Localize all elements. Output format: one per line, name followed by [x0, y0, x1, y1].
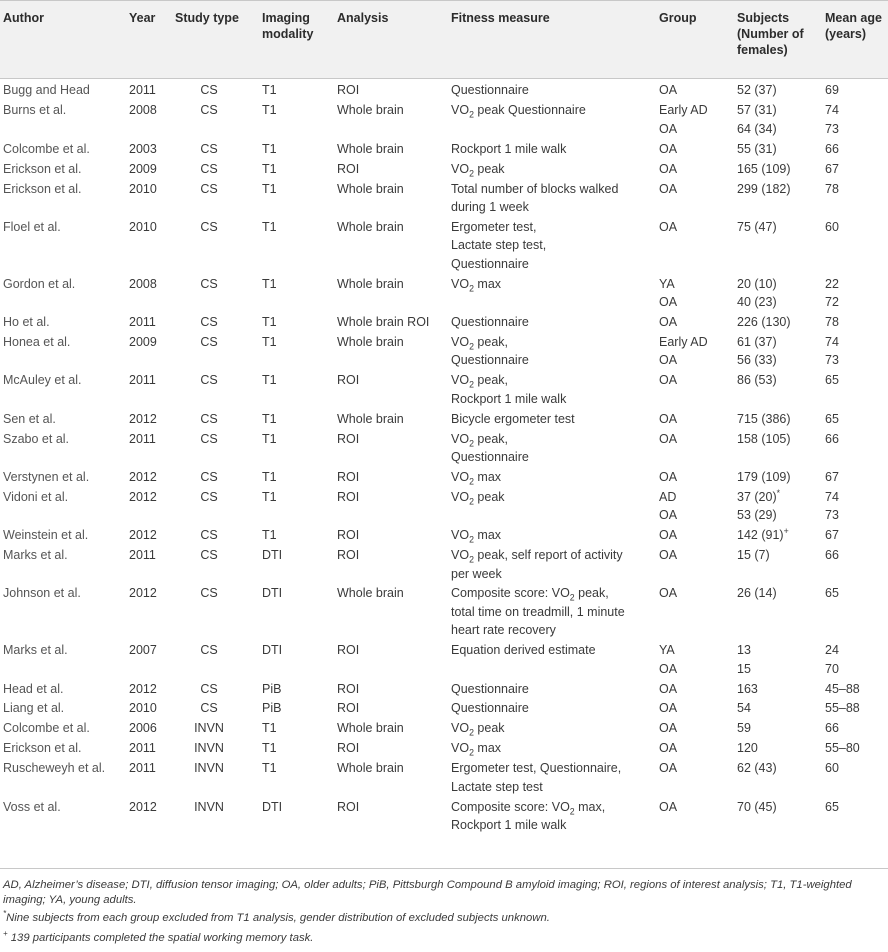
cell-subjects: 64 (34)	[737, 121, 777, 136]
cell-group: YA	[659, 276, 675, 291]
cell-imaging-modality: T1	[262, 103, 277, 118]
cell-mean-age: 24	[825, 643, 839, 658]
cell-group: Early AD	[659, 103, 708, 118]
cell-mean-age: 55–88	[825, 701, 860, 716]
cell-imaging-modality: T1	[262, 276, 277, 291]
cell-mean-age: 70	[825, 661, 839, 676]
cell-author: Voss et al.	[3, 799, 61, 814]
cell-fitness-measure: $VO_2$ peak	[451, 161, 505, 179]
cell-group: OA	[659, 469, 678, 484]
header-author: Author	[3, 11, 44, 25]
cell-imaging-modality: T1	[262, 219, 277, 234]
cell-fitness-measure: Composite score: $VO_2$ peak,	[451, 586, 609, 603]
cell-subjects: 57 (31)	[737, 103, 777, 118]
cell-group: OA	[659, 295, 678, 310]
cell-study-type: CS	[200, 431, 218, 446]
cell-author: Sen et al.	[3, 411, 56, 426]
cell-year: 2012	[129, 411, 157, 426]
cell-fitness-measure: Lactate step test	[451, 779, 543, 794]
cell-fitness-measure: Questionnaire	[451, 353, 529, 368]
cell-fitness-measure: Questionnaire	[451, 83, 529, 98]
cell-mean-age: 66	[825, 721, 839, 736]
header-analysis: Analysis	[337, 11, 389, 25]
cell-analysis: ROI	[337, 489, 360, 504]
cell-mean-age: 78	[825, 314, 839, 329]
cell-study-type: CS	[200, 373, 218, 388]
cell-group: AD	[659, 489, 677, 504]
asterisk-mark: *	[3, 909, 7, 919]
footnote-asterisk-text: Nine subjects from each group excluded from T1 analysis, gender distribution of excluded subjects unknown.	[6, 912, 550, 924]
cell-year: 2012	[129, 489, 157, 504]
cell-fitness-measure: $VO_2$ max	[451, 528, 502, 545]
cell-analysis: ROI	[337, 643, 360, 658]
cell-fitness-measure: $VO_2$ peak,	[451, 431, 508, 449]
cell-study-type: CS	[200, 469, 218, 484]
header-fitness-measure: Fitness measure	[451, 11, 550, 25]
cell-group: OA	[659, 219, 678, 234]
cell-study-type: CS	[200, 103, 218, 118]
cell-mean-age: 72	[825, 295, 839, 310]
cell-fitness-measure: Rockport 1 mile walk	[451, 818, 567, 833]
cell-subjects: 54	[737, 701, 751, 716]
cell-fitness-measure: Ergometer test,	[451, 219, 537, 234]
cell-mean-age: 73	[825, 121, 839, 136]
cell-author: Johnson et al.	[3, 586, 81, 601]
cell-study-type: INVN	[194, 761, 224, 776]
cell-mean-age: 67	[825, 469, 839, 484]
cell-fitness-measure: Questionnaire	[451, 701, 529, 716]
cell-group: OA	[659, 141, 678, 156]
cell-group: OA	[659, 314, 678, 329]
cell-mean-age: 22	[825, 276, 839, 291]
cell-author: Ho et al.	[3, 314, 50, 329]
cell-analysis: ROI	[337, 431, 360, 446]
cell-fitness-measure: Lactate step test,	[451, 238, 547, 253]
cell-study-type: INVN	[194, 799, 224, 814]
footnote-abbreviations: AD, Alzheimer’s disease; DTI, diffusion tensor imaging; OA, older adults; PiB, Pittsburgh Compound B amyloid imaging; ROI, regions of interest analysis; T1, T1-weighted imaging; YA, young adults.	[3, 879, 852, 906]
cell-group: OA	[659, 353, 678, 368]
cell-author: Liang et al.	[3, 701, 65, 716]
header-group: Group	[659, 11, 697, 25]
header-study-type: Study type	[175, 11, 239, 25]
cell-subjects: 715 (386)	[737, 411, 791, 426]
cell-mean-age: 45–88	[825, 681, 860, 696]
cell-group: OA	[659, 431, 678, 446]
cell-fitness-measure: Rockport 1 mile walk	[451, 141, 567, 156]
cell-subjects: 299 (182)	[737, 181, 791, 196]
cell-analysis: Whole brain	[337, 761, 404, 776]
cell-subjects: 75 (47)	[737, 219, 777, 234]
cell-subjects: 62 (43)	[737, 761, 777, 776]
cell-author: Verstynen et al.	[3, 469, 90, 484]
cell-study-type: CS	[200, 489, 218, 504]
cell-subjects: 86 (53)	[737, 373, 777, 388]
cell-fitness-measure: $VO_2$ peak,	[451, 373, 508, 390]
cell-subjects: 15 (7)	[737, 548, 770, 563]
cell-mean-age: 73	[825, 508, 839, 523]
cell-mean-age: 55–80	[825, 741, 860, 756]
cell-group: OA	[659, 701, 678, 716]
cell-group: OA	[659, 181, 678, 196]
cell-imaging-modality: DTI	[262, 643, 283, 658]
cell-group: OA	[659, 586, 678, 601]
cell-imaging-modality: T1	[262, 141, 277, 156]
header-subjects: Subjects (Number of females)	[737, 11, 804, 57]
cell-subjects: 70 (45)	[737, 799, 777, 814]
cell-year: 2003	[129, 141, 157, 156]
cell-subjects: 165 (109)	[737, 161, 791, 176]
cell-imaging-modality: T1	[262, 761, 277, 776]
cell-study-type: CS	[200, 334, 218, 349]
cell-subjects: 15	[737, 661, 751, 676]
cell-fitness-measure: Rockport 1 mile walk	[451, 391, 567, 406]
cell-imaging-modality: T1	[262, 528, 277, 543]
cell-fitness-measure: $VO_2$ max	[451, 741, 502, 758]
cell-fitness-measure: $VO_2$ peak Questionnaire	[451, 103, 586, 120]
cell-subjects: 163	[737, 681, 758, 696]
cell-year: 2007	[129, 643, 157, 658]
cell-fitness-measure: $VO_2$ peak,	[451, 334, 508, 352]
footnote-plus	[3, 931, 883, 946]
cell-subjects: 55 (31)	[737, 141, 777, 156]
cell-study-type: CS	[200, 141, 218, 156]
cell-author: Marks et al.	[3, 643, 68, 658]
cell-group: OA	[659, 528, 678, 543]
cell-analysis: Whole brain	[337, 586, 404, 601]
cell-analysis: ROI	[337, 469, 360, 484]
cell-mean-age: 65	[825, 586, 839, 601]
cell-fitness-measure: $VO_2$ peak	[451, 489, 505, 507]
cell-fitness-measure: Equation derived estimate	[451, 643, 596, 658]
cell-author: Erickson et al.	[3, 181, 82, 196]
cell-group: OA	[659, 121, 678, 136]
cell-analysis: Whole brain	[337, 141, 404, 156]
cell-author: Weinstein et al.	[3, 528, 89, 543]
cell-fitness-measure: Questionnaire	[451, 314, 529, 329]
cell-group: OA	[659, 761, 678, 776]
cell-study-type: CS	[200, 548, 218, 563]
cell-group: OA	[659, 508, 678, 523]
cell-subjects: 13	[737, 643, 751, 658]
cell-study-type: CS	[200, 83, 218, 98]
cell-group: OA	[659, 83, 678, 98]
cell-study-type: CS	[200, 681, 218, 696]
cell-year: 2012	[129, 681, 157, 696]
cell-fitness-measure: Ergometer test, Questionnaire,	[451, 761, 622, 776]
cell-year: 2011	[129, 83, 156, 98]
cell-mean-age: 73	[825, 353, 839, 368]
cell-mean-age: 67	[825, 161, 839, 176]
cell-study-type: INVN	[194, 721, 224, 736]
cell-subjects: 61 (37)	[737, 334, 777, 349]
cell-year: 2012	[129, 469, 157, 484]
cell-year: 2011	[129, 373, 156, 388]
cell-subjects: 179 (109)	[737, 469, 791, 484]
cell-author: Floel et al.	[3, 219, 61, 234]
cell-fitness-measure: $VO_2$ peak	[451, 721, 505, 738]
cell-group: Early AD	[659, 334, 708, 349]
cell-year: 2006	[129, 721, 157, 736]
cell-subjects: 56 (33)	[737, 353, 777, 368]
cell-year: 2008	[129, 103, 157, 118]
cell-author: Bugg and Head	[3, 83, 90, 98]
cell-fitness-measure: Questionnaire	[451, 449, 529, 464]
cell-analysis: Whole brain	[337, 181, 404, 196]
cell-analysis: ROI	[337, 701, 360, 716]
header-imaging-modality: Imaging modality	[262, 11, 314, 41]
cell-analysis: ROI	[337, 681, 360, 696]
cell-group: YA	[659, 643, 675, 658]
cell-group: OA	[659, 373, 678, 388]
header-year: Year	[129, 11, 156, 25]
cell-mean-age: 74	[825, 103, 839, 118]
table-bottom-rule	[0, 868, 888, 869]
cell-mean-age: 66	[825, 431, 839, 446]
cell-author: Marks et al.	[3, 548, 68, 563]
cell-fitness-measure: Bicycle ergometer test	[451, 411, 575, 426]
cell-analysis: ROI	[337, 528, 360, 543]
cell-mean-age: 74	[825, 334, 839, 349]
cell-analysis: Whole brain	[337, 276, 404, 291]
cell-year: 2011	[129, 314, 156, 329]
cell-imaging-modality: PiB	[262, 701, 282, 716]
cell-group: OA	[659, 161, 678, 176]
cell-year: 2010	[129, 181, 157, 196]
cell-group: OA	[659, 721, 678, 736]
cell-group: OA	[659, 681, 678, 696]
cell-year: 2012	[129, 586, 157, 601]
cell-imaging-modality: DTI	[262, 586, 283, 601]
cell-analysis: ROI	[337, 741, 360, 756]
cell-imaging-modality: T1	[262, 83, 277, 98]
cell-mean-age: 78	[825, 181, 839, 196]
cell-fitness-measure: $VO_2$ max	[451, 276, 502, 294]
cell-subjects: 52 (37)	[737, 83, 777, 98]
cell-author: Head et al.	[3, 681, 64, 696]
cell-imaging-modality: T1	[262, 373, 277, 388]
cell-author: Colcombe et al.	[3, 721, 90, 736]
cell-fitness-measure: Total number of blocks walked	[451, 181, 619, 196]
cell-study-type: CS	[200, 314, 218, 329]
cell-imaging-modality: T1	[262, 469, 277, 484]
cell-mean-age: 60	[825, 761, 839, 776]
cell-fitness-measure: Questionnaire	[451, 681, 529, 696]
cell-mean-age: 65	[825, 799, 839, 814]
cell-author: Ruscheweyh et al.	[3, 761, 106, 776]
cell-study-type: CS	[200, 528, 218, 543]
cell-fitness-measure: heart rate recovery	[451, 623, 556, 638]
cell-author: Erickson et al.	[3, 741, 82, 756]
cell-study-type: CS	[200, 643, 218, 658]
cell-analysis: ROI	[337, 548, 360, 563]
cell-imaging-modality: PiB	[262, 681, 282, 696]
header-mean-age: Mean age (years)	[825, 11, 882, 41]
cell-fitness-measure: Composite score: $VO_2$ max,	[451, 799, 606, 817]
cell-year: 2008	[129, 276, 157, 291]
cell-year: 2009	[129, 334, 157, 349]
cell-author: Colcombe et al.	[3, 141, 90, 156]
cell-imaging-modality: DTI	[262, 799, 283, 814]
cell-year: 2011	[129, 431, 156, 446]
cell-subjects: 40 (23)	[737, 295, 777, 310]
cell-imaging-modality: T1	[262, 314, 277, 329]
cell-imaging-modality: T1	[262, 431, 277, 446]
footnote-asterisk	[3, 911, 883, 926]
cell-author: McAuley et al.	[3, 373, 82, 388]
cell-subjects: 142 (91)+	[737, 526, 789, 543]
cell-study-type: CS	[200, 411, 218, 426]
cell-subjects: 26 (14)	[737, 586, 777, 601]
cell-year: 2009	[129, 161, 157, 176]
cell-imaging-modality: T1	[262, 161, 277, 176]
cell-study-type: CS	[200, 276, 218, 291]
cell-mean-age: 74	[825, 489, 839, 504]
cell-year: 2012	[129, 799, 157, 814]
cell-fitness-measure: $VO_2$ max	[451, 469, 502, 487]
cell-analysis: Whole brain	[337, 219, 404, 234]
cell-fitness-measure: total time on treadmill, 1 minute	[451, 604, 625, 619]
cell-year: 2011	[129, 761, 156, 776]
cell-analysis: ROI	[337, 799, 360, 814]
cell-group: OA	[659, 741, 678, 756]
cell-imaging-modality: T1	[262, 411, 277, 426]
cell-mean-age: 65	[825, 411, 839, 426]
cell-author: Burns et al.	[3, 103, 67, 118]
cell-fitness-measure: during 1 week	[451, 199, 529, 214]
cell-subjects: 226 (130)	[737, 314, 791, 329]
cell-group: OA	[659, 548, 678, 563]
cell-study-type: CS	[200, 219, 218, 234]
cell-analysis: ROI	[337, 373, 360, 388]
cell-year: 2012	[129, 528, 157, 543]
cell-mean-age: 69	[825, 83, 839, 98]
cell-mean-age: 60	[825, 219, 839, 234]
cell-subjects: 53 (29)	[737, 508, 777, 523]
cell-fitness-measure: Questionnaire	[451, 256, 529, 271]
cell-year: 2010	[129, 701, 157, 716]
cell-year: 2010	[129, 219, 157, 234]
cell-group: OA	[659, 411, 678, 426]
cell-imaging-modality: T1	[262, 721, 277, 736]
cell-mean-age: 67	[825, 528, 839, 543]
cell-fitness-measure: $VO_2$ peak, self report of activity	[451, 548, 623, 565]
cell-analysis: Whole brain	[337, 334, 404, 349]
cell-mean-age: 65	[825, 373, 839, 388]
cell-subjects: 158 (105)	[737, 431, 791, 446]
cell-year: 2011	[129, 741, 156, 756]
cell-subjects: 20 (10)	[737, 276, 777, 291]
cell-subjects: 37 (20)*	[737, 487, 781, 504]
cell-group: OA	[659, 661, 678, 676]
cell-author: Honea et al.	[3, 334, 71, 349]
cell-author: Vidoni et al.	[3, 489, 69, 504]
cell-analysis: Whole brain	[337, 103, 404, 118]
cell-study-type: CS	[200, 161, 218, 176]
plus-mark: +	[3, 929, 8, 939]
cell-study-type: CS	[200, 701, 218, 716]
cell-imaging-modality: T1	[262, 334, 277, 349]
cell-year: 2011	[129, 548, 156, 563]
cell-author: Erickson et al.	[3, 161, 82, 176]
cell-imaging-modality: T1	[262, 741, 277, 756]
cell-imaging-modality: DTI	[262, 548, 283, 563]
cell-subjects: 59	[737, 721, 751, 736]
cell-author: Gordon et al.	[3, 276, 76, 291]
cell-mean-age: 66	[825, 548, 839, 563]
cell-imaging-modality: T1	[262, 181, 277, 196]
cell-study-type: INVN	[194, 741, 224, 756]
cell-imaging-modality: T1	[262, 489, 277, 504]
cell-analysis: Whole brain	[337, 411, 404, 426]
cell-analysis: ROI	[337, 83, 360, 98]
cell-analysis: Whole brain	[337, 721, 404, 736]
cell-author: Szabo et al.	[3, 431, 70, 446]
cell-fitness-measure: per week	[451, 566, 502, 581]
cell-mean-age: 66	[825, 141, 839, 156]
cell-subjects: 120	[737, 741, 758, 756]
cell-study-type: CS	[200, 586, 218, 601]
cell-group: OA	[659, 799, 678, 814]
footnote-plus-text: 139 participants completed the spatial working memory task.	[7, 932, 314, 944]
cell-analysis: Whole brain ROI	[337, 314, 430, 329]
cell-analysis: ROI	[337, 161, 360, 176]
cell-study-type: CS	[200, 181, 218, 196]
